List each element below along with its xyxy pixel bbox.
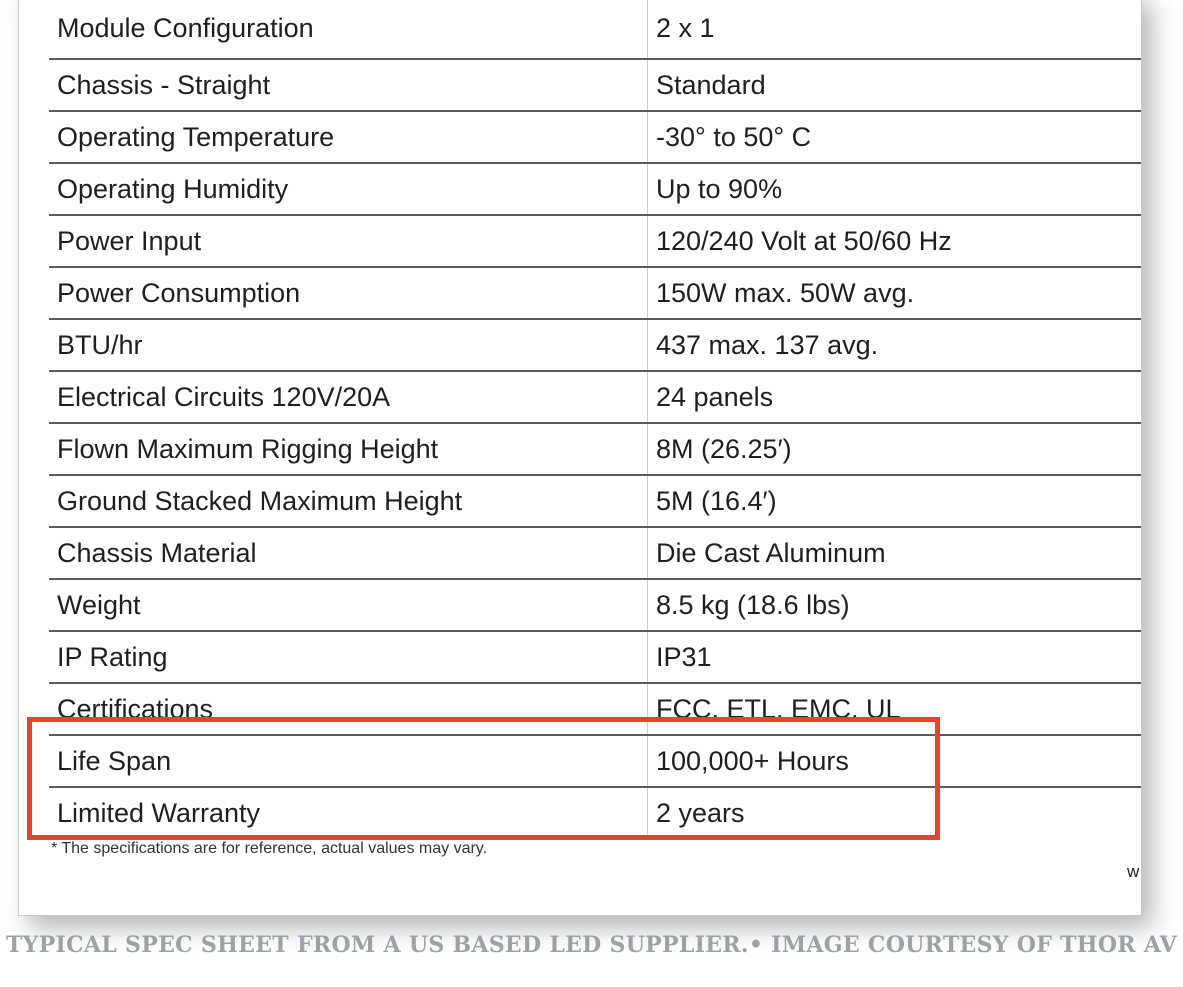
spec-label: Chassis - Straight bbox=[49, 59, 648, 111]
table-row bbox=[49, 319, 1141, 371]
spec-value: 24 panels bbox=[648, 371, 1142, 423]
spec-value: 2 years bbox=[648, 787, 1142, 838]
spec-value: 150W max. 50W avg. bbox=[648, 267, 1142, 319]
spec-value: 120/240 Volt at 50/60 Hz bbox=[648, 215, 1142, 267]
table-row bbox=[49, 163, 1141, 215]
highlight-box bbox=[27, 717, 940, 840]
table-row bbox=[49, 579, 1141, 631]
table-row bbox=[49, 215, 1141, 267]
spec-label: Certifications bbox=[49, 683, 648, 735]
footnote: * The specifications are for reference, actual values may vary. bbox=[51, 840, 488, 857]
spec-label: Module Configuration bbox=[49, 0, 648, 59]
spec-label: BTU/hr bbox=[49, 319, 648, 371]
table-row bbox=[49, 631, 1141, 683]
table-row bbox=[49, 267, 1141, 319]
spec-table bbox=[49, 0, 1141, 838]
table-row bbox=[49, 423, 1141, 475]
spec-label: Power Consumption bbox=[49, 267, 648, 319]
spec-label: Flown Maximum Rigging Height bbox=[49, 423, 648, 475]
spec-label: IP Rating bbox=[49, 631, 648, 683]
spec-value: 2 x 1 bbox=[648, 0, 1142, 59]
spec-label: Power Input bbox=[49, 215, 648, 267]
table-row bbox=[49, 475, 1141, 527]
spec-value: Up to 90% bbox=[648, 163, 1142, 215]
spec-label: Weight bbox=[49, 579, 648, 631]
spec-value: FCC, ETL, EMC, UL bbox=[648, 683, 1142, 735]
spec-label: Limited Warranty bbox=[57, 797, 261, 828]
corner-mark: w bbox=[1127, 862, 1140, 881]
spec-value: -30° to 50° C bbox=[648, 111, 1142, 163]
spec-label: Ground Stacked Maximum Height bbox=[49, 475, 648, 527]
spec-label: Chassis Material bbox=[49, 527, 648, 579]
spec-value: 5M (16.4′) bbox=[648, 475, 1142, 527]
spec-label: Operating Temperature bbox=[49, 111, 648, 163]
table-row bbox=[49, 371, 1141, 423]
spec-value: 8.5 kg (18.6 lbs) bbox=[648, 579, 1142, 631]
spec-value: Standard bbox=[648, 59, 1142, 111]
image-caption: TYPICAL SPEC SHEET FROM A US BASED LED SUPPLIER.• IMAGE COURTESY OF THOR AV bbox=[6, 932, 1177, 958]
spec-value: 437 max. 137 avg. bbox=[648, 319, 1142, 371]
table-row bbox=[49, 111, 1141, 163]
spec-value: Die Cast Aluminum bbox=[648, 527, 1142, 579]
spec-value: 8M (26.25′) bbox=[648, 423, 1142, 475]
spec-label: Operating Humidity bbox=[49, 163, 648, 215]
spec-label: Electrical Circuits 120V/20A bbox=[49, 371, 648, 423]
table-row bbox=[49, 0, 1141, 59]
spec-value: IP31 bbox=[648, 631, 1142, 683]
table-row bbox=[49, 527, 1141, 579]
table-row bbox=[49, 59, 1141, 111]
spec-label: Life Span bbox=[49, 735, 648, 787]
spec-value: 100,000+ Hours bbox=[648, 735, 1142, 787]
